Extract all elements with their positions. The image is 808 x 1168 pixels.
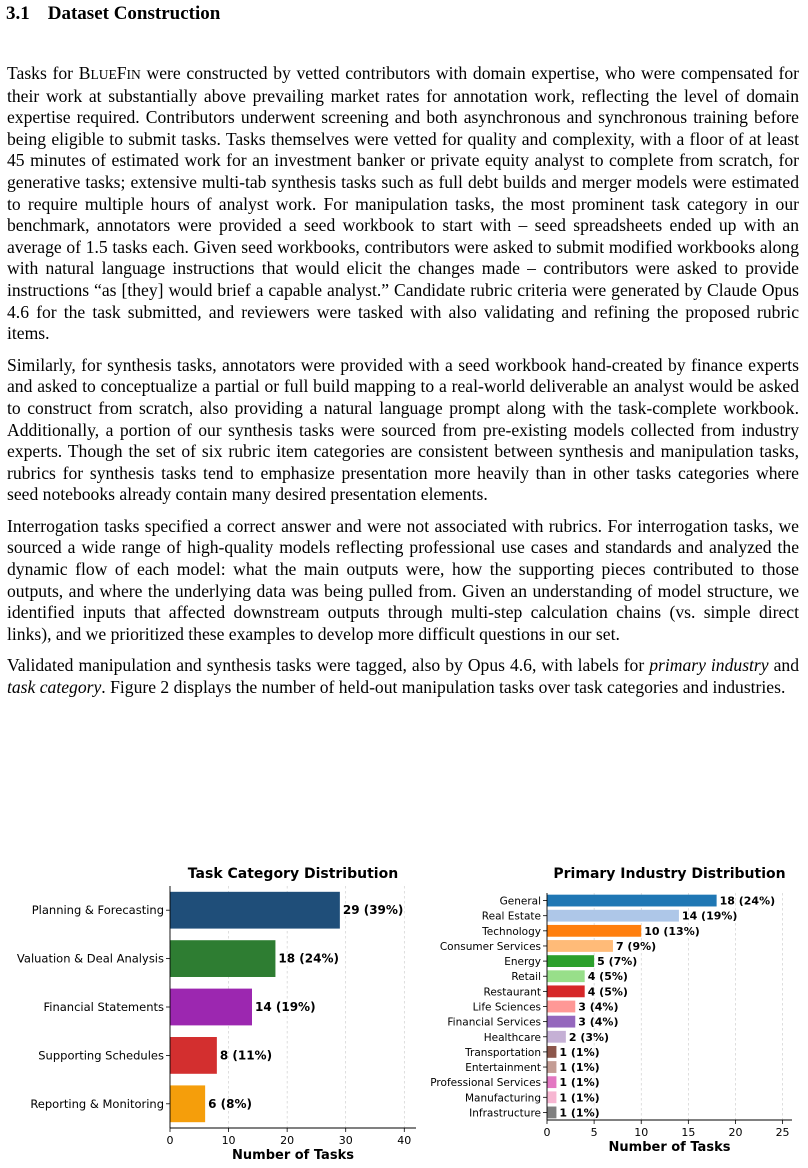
benchmark-name-cap-2: F bbox=[116, 63, 127, 83]
industry-x-tick-label: 0 bbox=[543, 1126, 551, 1139]
task-category-category-label: Financial Statements bbox=[43, 1000, 164, 1014]
industry-category-label: Restaurant bbox=[483, 986, 541, 999]
industry-x-tick-label: 25 bbox=[775, 1126, 790, 1139]
industry-category-label: Entertainment bbox=[465, 1062, 541, 1075]
industry-value-label: 4 (5%) bbox=[587, 985, 628, 999]
industry-category-label: Infrastructure bbox=[469, 1107, 541, 1120]
task-category-bar bbox=[170, 1037, 217, 1074]
industry-value-label: 1 (1%) bbox=[559, 1106, 600, 1120]
benchmark-name-small-2: IN bbox=[126, 67, 141, 82]
industry-x-tick-label: 10 bbox=[634, 1126, 649, 1139]
industry-category-label: Healthcare bbox=[483, 1031, 541, 1044]
term-primary-industry: primary industry bbox=[649, 655, 769, 676]
industry-bar bbox=[547, 910, 679, 922]
benchmark-name-small-1: LUE bbox=[90, 67, 117, 82]
industry-value-label: 1 (1%) bbox=[559, 1076, 600, 1090]
industry-value-label: 10 (13%) bbox=[644, 924, 700, 938]
task-category-value-label: 8 (11%) bbox=[219, 1048, 273, 1063]
task-category-category-label: Valuation & Deal Analysis bbox=[16, 951, 164, 966]
benchmark-name-cap-1: B bbox=[78, 63, 91, 83]
industry-category-label: Professional Services bbox=[430, 1077, 541, 1090]
figure-2 bbox=[0, 855, 808, 1168]
task-category-x-tick-label: 30 bbox=[338, 1134, 353, 1147]
body-text bbox=[7, 63, 799, 709]
industry-x-tick-label: 5 bbox=[590, 1126, 598, 1139]
task-category-category-label: Reporting & Monitoring bbox=[30, 1096, 164, 1111]
task-category-x-tick-label: 0 bbox=[166, 1134, 174, 1147]
paragraph-1-body: were constructed by vetted contributors with domain expertise, who were compensated for their work at substantially above prevailing market rates for annotation work, reflecting the level of domain expertise required. Contributors underwent screening and both asynchronous and synchronous training before being eligible to submit tasks. Tasks themselves were vetted for quality and complexity, with a floor of at least 45 minutes of estimated work for an investment banker or private equity analyst to complete from scratch, for generative tasks; extensive multi-tab synthesis tasks such as full debt builds and merger models were estimated to require multiple hours of analyst work. For manipulation tasks, the most prominent task category in our benchmark, annotators were provided a seed workbook to start with – seed spreadsheets ended up with an average of 1.5 tasks each. Given seed workbooks, contributors were asked to submit modified workbooks along with natural language instructions that would elicit the changes made – contributors were asked to provide instructions “as [they] would brief a capable analyst.” Candidate rubric criteria were generated by Claude Opus 4.6 for the task submitted, and reviewers were tasked with also validating and refining the proposed rubric items. bbox=[7, 63, 799, 344]
task-category-x-tick-label: 40 bbox=[397, 1134, 412, 1147]
industry-category-label: Retail bbox=[511, 971, 541, 984]
industry-bar bbox=[547, 1001, 575, 1013]
section-heading bbox=[6, 3, 220, 25]
task-category-x-tick-label: 10 bbox=[221, 1134, 236, 1147]
industry-bar bbox=[547, 925, 641, 937]
industry-bar bbox=[547, 940, 613, 952]
task-category-value-label: 18 (24%) bbox=[278, 951, 340, 966]
industry-value-label: 1 (1%) bbox=[559, 1045, 600, 1059]
industry-category-label: Life Sciences bbox=[472, 1001, 541, 1014]
paragraph-4-lead: Validated manipulation and synthesis tasks were tagged, also by Opus 4.6, with labels for bbox=[7, 655, 650, 676]
task-category-bar bbox=[170, 940, 275, 977]
industry-x-tick-label: 15 bbox=[681, 1126, 696, 1139]
industry-bar bbox=[547, 955, 594, 967]
industry-category-label: Energy bbox=[504, 956, 541, 969]
industry-bar bbox=[547, 1016, 575, 1028]
industry-value-label: 5 (7%) bbox=[597, 955, 638, 969]
industry-bar bbox=[547, 970, 585, 982]
industry-value-label: 7 (9%) bbox=[615, 939, 657, 953]
section-title: Dataset Construction bbox=[47, 3, 221, 24]
paragraph-2: Similarly, for synthesis tasks, annotators were provided with a seed workbook hand-created by finance experts and asked to conceptualize a partial or full build mapping to a real-world deliverable an analyst would be asked to construct from scratch, also providing a natural language prompt along with the task-complete workbook. Additionally, a portion of our synthesis tasks were sourced from pre-existing models collected from industry experts. Though the set of six rubric item categories are consistent between synthesis and manipulation tasks, rubrics for synthesis tasks tend to emphasize presentation more heavily than in other tasks categories where seed notebooks already contain many desired presentation elements. bbox=[7, 354, 799, 505]
industry-category-label: Transportation bbox=[465, 1046, 541, 1059]
industry-value-label: 18 (24%) bbox=[719, 894, 776, 908]
industry-category-label: General bbox=[499, 895, 541, 908]
industry-bar bbox=[547, 1046, 556, 1058]
task-category-category-label: Supporting Schedules bbox=[38, 1048, 164, 1063]
industry-bar bbox=[547, 1091, 556, 1103]
paragraph-3: Interrogation tasks specified a correct answer and were not associated with rubrics. For interrogation tasks, we sourced a wide range of high-quality models reflecting professional use cases and standards and analyzed the dynamic flow of each model: what the main outputs were, how the supporting pieces contributed to those outputs, and where the underlying data was being pulled from. Given an understanding of model structure, we identified inputs that affected downstream outputs through multi-step calculation chains (vs. simple direct links), and we prioritized these examples to develop more difficult questions in our set. bbox=[7, 515, 799, 644]
industry-category-label: Manufacturing bbox=[464, 1092, 541, 1105]
term-task-category: task category bbox=[7, 677, 102, 698]
industry-value-label: 2 (3%) bbox=[568, 1030, 610, 1044]
industry-bar bbox=[547, 1107, 556, 1119]
paragraph-1-lead: Tasks for bbox=[7, 63, 79, 83]
task-category-bar bbox=[170, 892, 340, 929]
task-category-x-axis-label: Number of Tasks bbox=[232, 1148, 354, 1163]
task-category-value-label: 29 (39%) bbox=[342, 903, 404, 918]
task-category-bar bbox=[170, 1085, 205, 1122]
industry-bar bbox=[547, 1076, 556, 1088]
paragraph-4-and: and bbox=[768, 655, 799, 676]
task-category-category-label: Planning & Forecasting bbox=[31, 903, 164, 918]
task-category-value-label: 14 (19%) bbox=[255, 1000, 316, 1014]
task-category-value-label: 6 (8%) bbox=[208, 1096, 253, 1111]
industry-bar bbox=[547, 985, 585, 997]
industry-value-label: 14 (19%) bbox=[681, 909, 738, 923]
industry-bar bbox=[547, 895, 717, 907]
industry-value-label: 1 (1%) bbox=[559, 1091, 600, 1105]
paragraph-1 bbox=[7, 63, 799, 345]
task-category-chart bbox=[17, 866, 416, 1163]
industry-x-axis-label: Number of Tasks bbox=[608, 1140, 731, 1155]
paragraph-4 bbox=[7, 655, 799, 698]
industry-category-label: Technology bbox=[482, 925, 541, 938]
paragraph-4-tail: . Figure 2 displays the number of held-out manipulation tasks over task categories and industries. bbox=[101, 677, 786, 698]
industry-value-label: 4 (5%) bbox=[587, 970, 628, 984]
industry-category-label: Consumer Services bbox=[439, 940, 541, 953]
industry-category-label: Real Estate bbox=[481, 910, 541, 923]
industry-value-label: 3 (4%) bbox=[578, 1000, 619, 1014]
task-category-title: Task Category Distribution bbox=[187, 866, 399, 882]
section-number: 3.1 bbox=[6, 3, 30, 24]
primary-industry-chart bbox=[430, 866, 792, 1155]
industry-bar bbox=[547, 1031, 566, 1043]
industry-x-tick-label: 20 bbox=[728, 1126, 743, 1139]
industry-bar bbox=[547, 1061, 556, 1073]
industry-value-label: 3 (4%) bbox=[578, 1015, 619, 1029]
task-category-bar bbox=[170, 989, 252, 1026]
benchmark-name bbox=[79, 63, 141, 83]
industry-title: Primary Industry Distribution bbox=[553, 866, 786, 882]
industry-value-label: 1 (1%) bbox=[559, 1061, 600, 1075]
task-category-x-tick-label: 20 bbox=[280, 1134, 295, 1147]
industry-category-label: Financial Services bbox=[447, 1016, 541, 1029]
